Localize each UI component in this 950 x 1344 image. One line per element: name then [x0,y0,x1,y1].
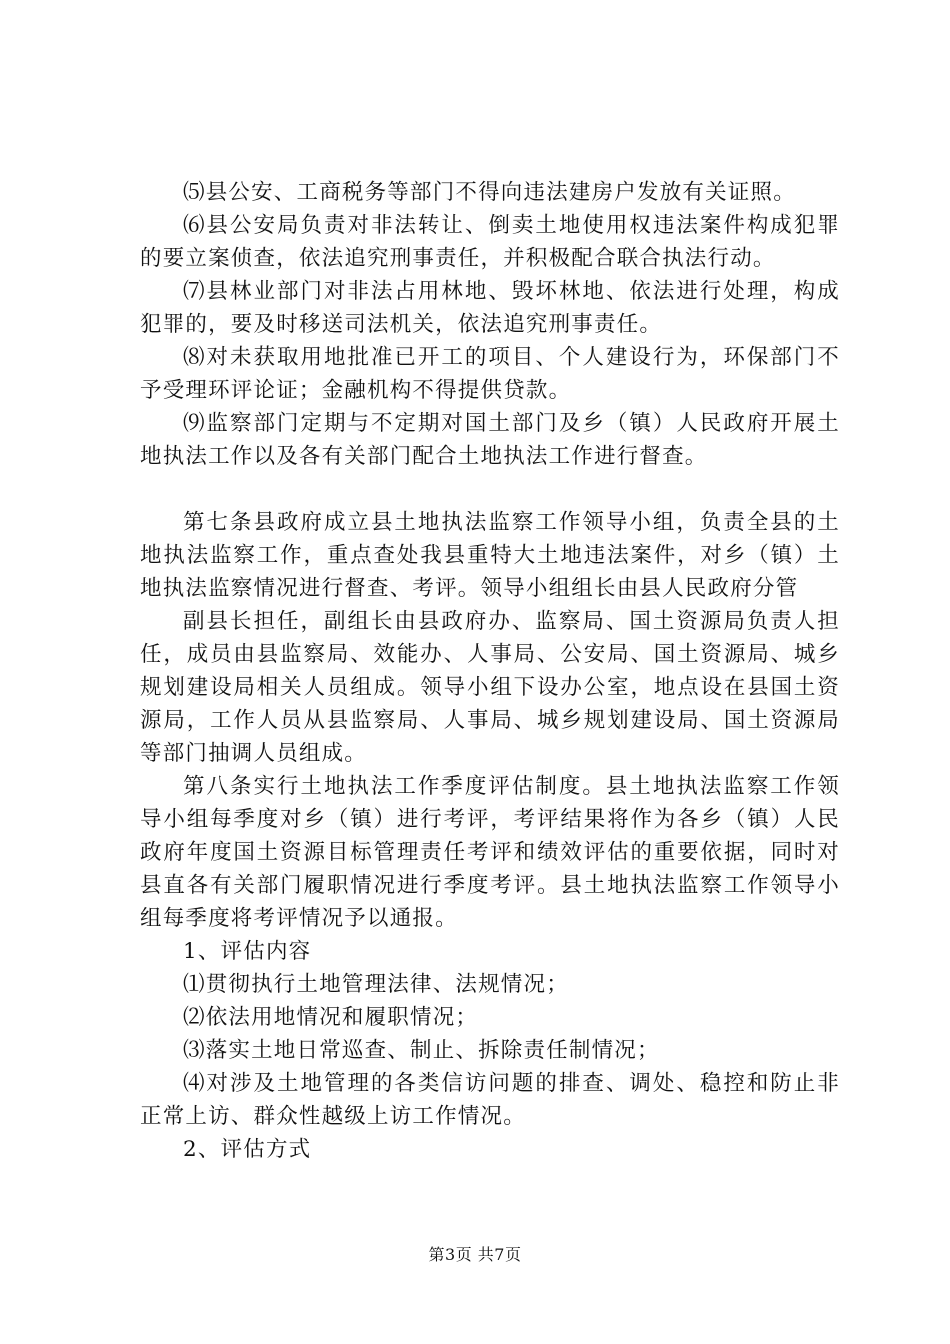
page-number-footer: 第3页 共7页 [428,1245,522,1264]
paragraph-article-7-cont: 副县长担任，副组长由县政府办、监察局、国土资源局负责人担任，成员由县监察局、效能办、人事局、公安局、国土资源局、城乡规划建设局相关人员组成。领导小组下设办公室，地点设在县国土资源局，工作人员从县监察局、人事局、城乡规划建设局、国土资源局等部门抽调人员组成。 [140,609,840,766]
paragraph-item-7: ⑺县林业部门对非法占用林地、毁坏林地、依法进行处理，构成犯罪的，要及时移送司法机关，依法追究刑事责任。 [140,279,840,337]
list-item-3: ⑶落实土地日常巡查、制止、拆除责任制情况； [183,1038,660,1063]
paragraph-item-5: ⑸县公安、工商税务等部门不得向违法建房户发放有关证照。 [183,180,796,205]
paragraph-item-8: ⑻对未获取用地批准已开工的项目、个人建设行为，环保部门不予受理环评论证；金融机构不得提供贷款。 [140,345,840,403]
paragraph-item-9: ⑼监察部门定期与不定期对国土部门及乡（镇）人民政府开展土地执法工作以及各有关部门配合土地执法工作进行督查。 [140,411,840,469]
paragraph-article-7: 第七条县政府成立县土地执法监察工作领导小组，负责全县的土地执法监察工作，重点查处我县重特大土地违法案件，对乡（镇）土地执法监察情况进行督查、考评。领导小组组长由县人民政府分管 [140,510,840,601]
paragraph-article-8: 第八条实行土地执法工作季度评估制度。县土地执法监察工作领导小组每季度对乡（镇）进行考评，考评结果将作为各乡（镇）人民政府年度国土资源目标管理责任考评和绩效评估的重要依据，同时对县直各有关部门履职情况进行季度考评。县土地执法监察工作领导小组每季度将考评情况予以通报。 [140,774,840,931]
list-item-4: ⑷对涉及土地管理的各类信访问题的排查、调处、稳控和防止非正常上访、群众性越级上访工作情况。 [140,1071,840,1129]
paragraph-item-6: ⑹县公安局负责对非法转让、倒卖土地使用权违法案件构成犯罪的要立案侦查，依法追究刑事责任，并积极配合联合执法行动。 [140,213,840,271]
document-body [140,176,840,1166]
section-heading-evaluation-content: 1、评估内容 [183,939,312,964]
section-heading-evaluation-method: 2、评估方式 [183,1137,312,1162]
list-item-1: ⑴贯彻执行土地管理法律、法规情况； [183,972,569,997]
list-item-2: ⑵依法用地情况和履职情况； [183,1005,479,1030]
